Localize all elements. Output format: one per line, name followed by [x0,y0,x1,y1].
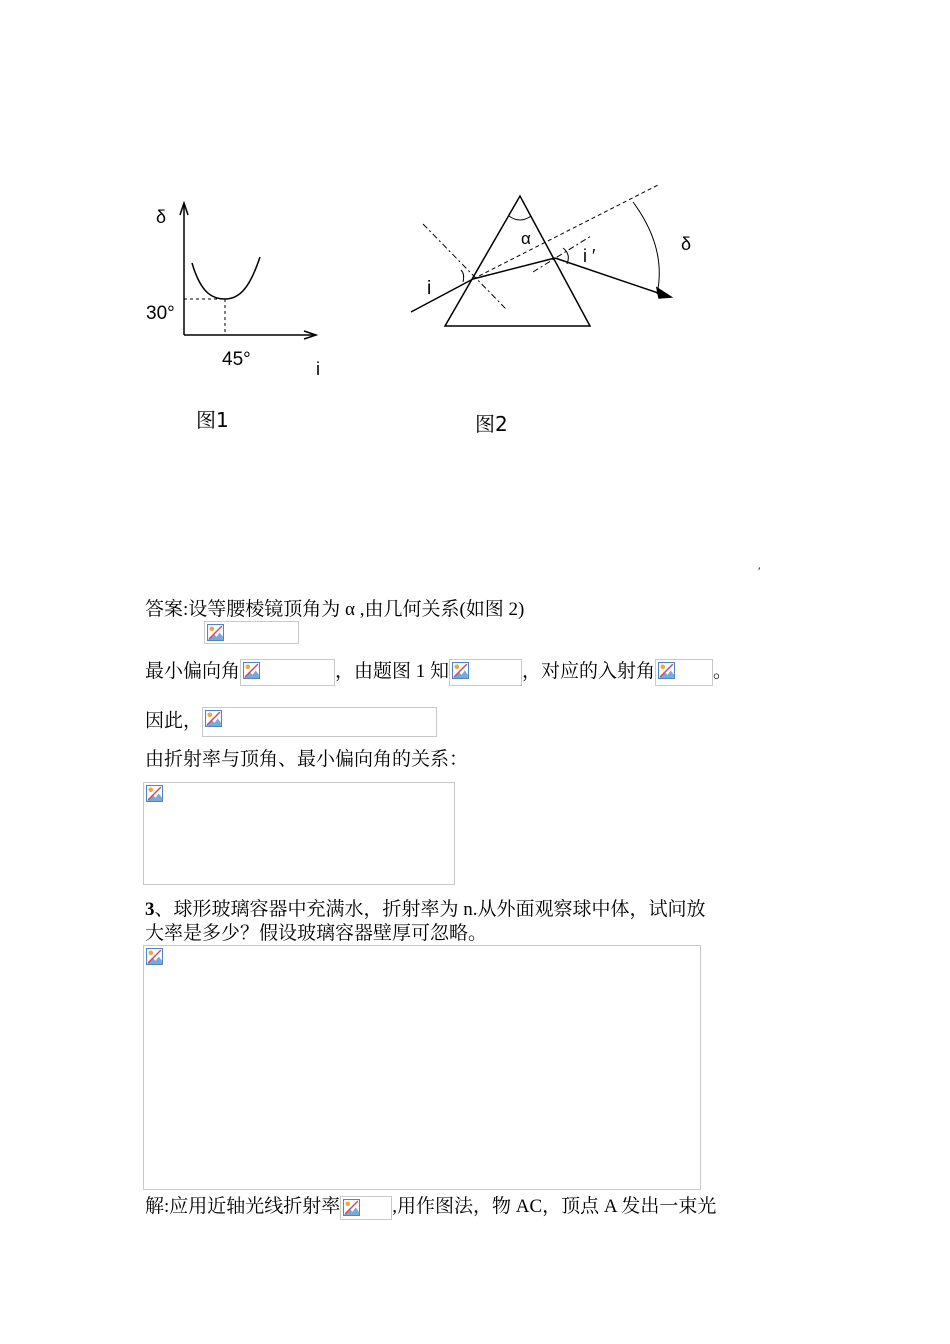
question-3-figure-image [143,945,701,1190]
broken-image-icon [243,662,260,679]
broken-image-icon [207,624,224,641]
fig2-deviation-label: δ [681,234,692,254]
fig1-y-label: δ [156,207,167,227]
answer-text-min-deviation: 最小偏向角 [145,661,241,682]
solution-text-end: ,用作图法，物 AC，顶点 A 发出一束光 [392,1196,717,1217]
fig1-y-tick: 30° [146,303,175,324]
figure-1-caption: 图1 [196,408,229,432]
question-text-line-1: 、球形玻璃容器中充满水，折射率为 n.从外面观察球中体，试问放 [154,899,706,920]
answer-line-4: 由折射率与顶角、最小偏向角的关系： [145,749,469,770]
answer-text-period: 。 [713,661,733,682]
answer-text-incidence: ，对应的入射角 [522,661,656,682]
broken-image-icon [146,948,163,965]
answer-line-3 [145,707,437,737]
answer-text-from-figure: ，由题图 1 知 [335,661,450,682]
fig1-x-label: i [316,359,320,379]
broken-image-icon [205,710,222,727]
fig2-exit-label: i ′ [583,246,596,266]
formula-image-large [143,782,455,885]
figure-2-caption: 图2 [475,412,508,436]
solution-line [145,1194,716,1222]
answer-line-1: 答案:设等腰棱镜顶角为 α ,由几何关系(如图 2) [145,599,525,620]
formula-image [204,621,299,644]
formula-image [240,659,335,686]
stray-mark: ′ [758,564,761,578]
fig2-apex-label: α [521,229,531,248]
question-text-line-2: 大率是多少？假设玻璃容器壁厚可忽略。 [145,923,488,944]
broken-image-icon [146,785,163,802]
question-3 [145,898,815,946]
figure-2 [405,178,705,338]
formula-image [202,707,437,737]
question-number: 3 [145,899,155,920]
broken-image-icon [452,662,469,679]
formula-image [655,659,713,686]
broken-image-icon [658,662,675,679]
broken-image-icon [343,1199,360,1216]
answer-line-2 [145,658,732,688]
answer-text-therefore: 因此， [145,710,203,732]
formula-image [340,1196,392,1220]
formula-image [449,659,522,686]
figure-1 [140,195,340,385]
fig1-x-tick: 45° [222,349,251,370]
fig2-incident-label: i [427,278,432,299]
solution-text-start: 解:应用近轴光线折射率 [145,1196,341,1217]
